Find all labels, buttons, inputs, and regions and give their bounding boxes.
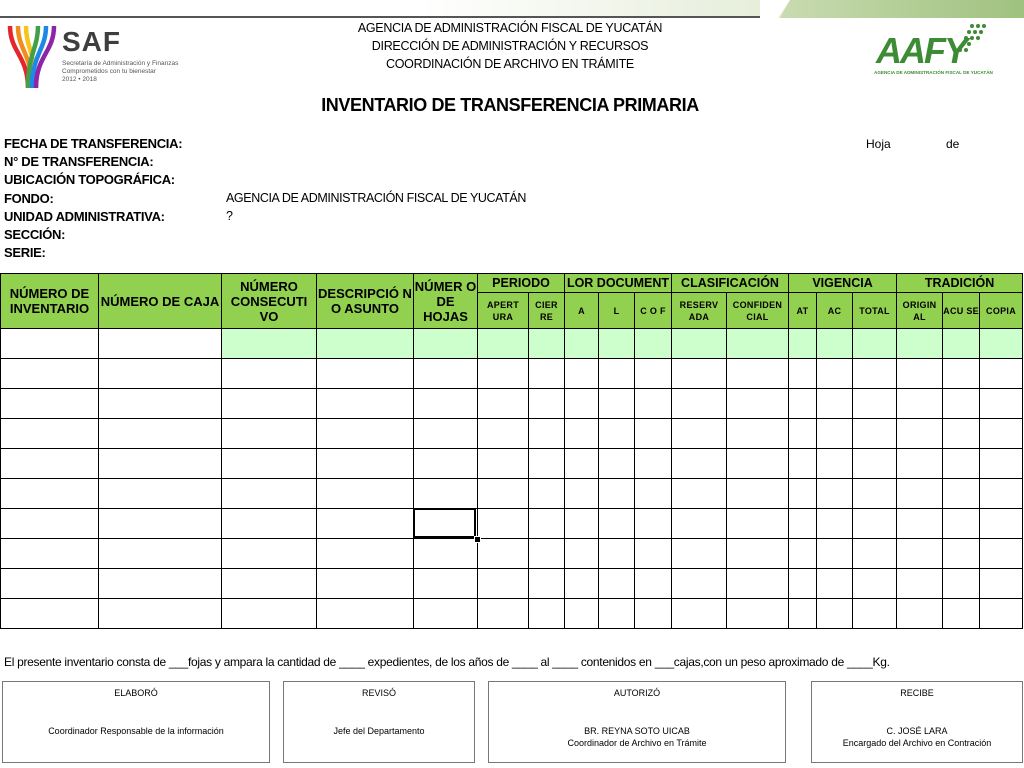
table-row	[1, 449, 1023, 479]
table-cell[interactable]	[897, 359, 943, 389]
table-cell[interactable]	[853, 389, 897, 419]
table-cell[interactable]	[317, 479, 414, 509]
table-row	[1, 329, 1023, 359]
table-cell[interactable]	[565, 389, 599, 419]
table-cell[interactable]	[789, 359, 817, 389]
table-cell[interactable]	[529, 569, 565, 599]
label-seccion: SECCIÓN:	[4, 227, 66, 242]
value-unidad-administrativa: ?	[226, 209, 233, 223]
table-cell[interactable]	[1, 599, 99, 629]
signature-name: BR. REYNA SOTO UICAB	[584, 726, 690, 736]
signature-title: Coordinador de Archivo en Trámite	[567, 738, 707, 748]
table-row	[1, 509, 1023, 539]
table-cell[interactable]	[222, 359, 317, 389]
table-cell[interactable]	[414, 479, 478, 509]
subheader-original: ORIGIN AL	[897, 293, 943, 329]
table-cell[interactable]	[99, 599, 222, 629]
table-cell[interactable]	[599, 569, 635, 599]
subheader-reservada: RESERV ADA	[672, 293, 727, 329]
table-cell[interactable]	[599, 389, 635, 419]
table-cell[interactable]	[672, 329, 727, 359]
table-cell[interactable]	[635, 449, 672, 479]
table-cell[interactable]	[565, 479, 599, 509]
table-cell[interactable]	[99, 479, 222, 509]
table-cell[interactable]	[817, 419, 853, 449]
table-cell[interactable]	[817, 359, 853, 389]
table-cell[interactable]	[980, 359, 1023, 389]
top-rule	[0, 16, 760, 18]
aafy-tagline: AGENCIA DE ADMINISTRACIÓN FISCAL DE YUCATÁN	[874, 70, 993, 75]
header-agency: AGENCIA DE ADMINISTRACIÓN FISCAL DE YUCATÁN	[357, 21, 663, 35]
table-cell[interactable]	[727, 419, 789, 449]
subheader-ac: AC	[817, 293, 853, 329]
table-cell[interactable]	[529, 599, 565, 629]
table-cell[interactable]	[943, 509, 980, 539]
table-cell[interactable]	[853, 329, 897, 359]
table-cell[interactable]	[817, 449, 853, 479]
table-cell[interactable]	[672, 539, 727, 569]
table-cell[interactable]	[414, 599, 478, 629]
table-cell[interactable]	[317, 539, 414, 569]
table-cell[interactable]	[980, 449, 1023, 479]
table-cell[interactable]	[853, 539, 897, 569]
table-cell[interactable]	[414, 569, 478, 599]
table-cell[interactable]	[817, 569, 853, 599]
table-cell[interactable]	[478, 569, 529, 599]
table-cell[interactable]	[414, 389, 478, 419]
table-cell[interactable]	[478, 509, 529, 539]
table-cell[interactable]	[897, 539, 943, 569]
table-cell[interactable]	[943, 329, 980, 359]
table-cell[interactable]	[565, 329, 599, 359]
table-cell[interactable]	[222, 329, 317, 359]
table-cell[interactable]	[672, 599, 727, 629]
header-numero-hojas: NÚMER O DE HOJAS	[414, 274, 478, 329]
table-cell[interactable]	[943, 539, 980, 569]
table-cell[interactable]	[317, 329, 414, 359]
table-cell[interactable]	[943, 359, 980, 389]
table-row	[1, 539, 1023, 569]
table-cell[interactable]	[478, 449, 529, 479]
table-cell[interactable]	[727, 599, 789, 629]
hoja-label: Hoja	[866, 137, 891, 151]
table-cell[interactable]	[1, 419, 99, 449]
selected-cell-outline[interactable]	[413, 508, 476, 538]
table-cell[interactable]	[99, 329, 222, 359]
table-cell[interactable]	[789, 329, 817, 359]
table-cell[interactable]	[672, 359, 727, 389]
table-cell[interactable]	[943, 569, 980, 599]
table-cell[interactable]	[853, 479, 897, 509]
subheader-cof: C O F	[635, 293, 672, 329]
table-cell[interactable]	[672, 479, 727, 509]
table-cell[interactable]	[635, 599, 672, 629]
table-cell[interactable]	[817, 509, 853, 539]
table-cell[interactable]	[635, 419, 672, 449]
table-cell[interactable]	[980, 539, 1023, 569]
table-cell[interactable]	[635, 329, 672, 359]
signature-title: Encargado del Archivo en Contración	[842, 738, 992, 748]
signature-title: Coordinador Responsable de la información	[48, 726, 224, 736]
table-row	[1, 389, 1023, 419]
table-cell[interactable]	[478, 389, 529, 419]
table-cell[interactable]	[317, 419, 414, 449]
table-row	[1, 359, 1023, 389]
subheader-a: A	[565, 293, 599, 329]
table-cell[interactable]	[980, 389, 1023, 419]
subheader-apertura: APERT URA	[478, 293, 529, 329]
table-cell[interactable]	[1, 479, 99, 509]
signature-box-autorizo	[488, 681, 786, 763]
table-cell[interactable]	[565, 599, 599, 629]
header-numero-consecutivo: NÚMERO CONSECUTI VO	[222, 274, 317, 329]
header-numero-inventario: NÚMERO DE INVENTARIO	[1, 274, 99, 329]
table-cell[interactable]	[789, 389, 817, 419]
table-cell[interactable]	[672, 509, 727, 539]
table-cell[interactable]	[943, 389, 980, 419]
table-cell[interactable]	[727, 329, 789, 359]
header-group-clasificacion: CLASIFICACIÓN	[672, 274, 789, 293]
table-cell[interactable]	[599, 509, 635, 539]
subheader-confidencial: CONFIDEN CIAL	[727, 293, 789, 329]
table-cell[interactable]	[635, 389, 672, 419]
table-cell[interactable]	[599, 539, 635, 569]
table-cell[interactable]	[529, 359, 565, 389]
table-cell[interactable]	[817, 479, 853, 509]
fill-handle[interactable]	[474, 536, 481, 543]
table-cell[interactable]	[99, 389, 222, 419]
table-cell[interactable]	[943, 599, 980, 629]
table-cell[interactable]	[565, 359, 599, 389]
table-cell[interactable]	[565, 419, 599, 449]
table-cell[interactable]	[529, 449, 565, 479]
saf-logo	[6, 22, 206, 94]
table-cell[interactable]	[99, 539, 222, 569]
table-cell[interactable]	[317, 449, 414, 479]
table-cell[interactable]	[897, 389, 943, 419]
table-cell[interactable]	[599, 359, 635, 389]
table-cell[interactable]	[478, 419, 529, 449]
table-cell[interactable]	[1, 329, 99, 359]
table-cell[interactable]	[897, 569, 943, 599]
table-cell[interactable]	[943, 479, 980, 509]
table-cell[interactable]	[529, 539, 565, 569]
table-cell[interactable]	[222, 599, 317, 629]
header-group-valor-documental: LOR DOCUMENT	[565, 274, 672, 293]
table-cell[interactable]	[789, 449, 817, 479]
header-direction: DIRECCIÓN DE ADMINISTRACIÓN Y RECURSOS	[371, 39, 649, 53]
header-group-periodo: PERIODO	[478, 274, 565, 293]
header-coordination: COORDINACIÓN DE ARCHIVO EN TRÁMITE	[386, 57, 634, 71]
label-serie: SERIE:	[4, 245, 46, 260]
signature-role: RECIBE	[900, 688, 934, 698]
table-cell[interactable]	[789, 419, 817, 449]
table-cell[interactable]	[99, 359, 222, 389]
table-cell[interactable]	[943, 419, 980, 449]
table-cell[interactable]	[599, 329, 635, 359]
table-cell[interactable]	[897, 419, 943, 449]
table-cell[interactable]	[99, 449, 222, 479]
table-row	[1, 569, 1023, 599]
table-cell[interactable]	[817, 599, 853, 629]
table-cell[interactable]	[478, 479, 529, 509]
label-numero-transferencia: N° DE TRANSFERENCIA:	[4, 154, 154, 169]
table-cell[interactable]	[478, 329, 529, 359]
table-cell[interactable]	[853, 419, 897, 449]
table-row	[1, 599, 1023, 629]
table-cell[interactable]	[1, 569, 99, 599]
signature-title: Jefe del Departamento	[333, 726, 425, 736]
page-title: INVENTARIO DE TRANSFERENCIA PRIMARIA	[321, 95, 699, 115]
table-cell[interactable]	[222, 479, 317, 509]
saf-tagline: Secretaría de Administración y Finanzas Comprometidos con tu bienestar 2012 • 2018	[62, 60, 179, 83]
aafy-wordmark: AAFY	[876, 30, 966, 71]
subheader-at: AT	[789, 293, 817, 329]
label-fecha-transferencia: FECHA DE TRANSFERENCIA:	[4, 136, 183, 151]
table-cell[interactable]	[727, 539, 789, 569]
table-cell[interactable]	[817, 329, 853, 359]
header-descripcion: DESCRIPCIÓ N O ASUNTO	[317, 274, 414, 329]
table-cell[interactable]	[317, 599, 414, 629]
table-cell[interactable]	[99, 419, 222, 449]
table-cell[interactable]	[1, 389, 99, 419]
value-fondo: AGENCIA DE ADMINISTRACIÓN FISCAL DE YUCATÁN	[226, 191, 526, 205]
table-cell[interactable]	[99, 509, 222, 539]
table-cell[interactable]	[1, 539, 99, 569]
label-fondo: FONDO:	[4, 191, 54, 206]
table-cell[interactable]	[529, 509, 565, 539]
table-cell[interactable]	[853, 569, 897, 599]
table-cell[interactable]	[478, 359, 529, 389]
table-cell[interactable]	[817, 539, 853, 569]
table-cell[interactable]	[789, 599, 817, 629]
table-cell[interactable]	[317, 569, 414, 599]
label-unidad-administrativa: UNIDAD ADMINISTRATIVA:	[4, 209, 165, 224]
table-cell[interactable]	[727, 389, 789, 419]
table-cell[interactable]	[317, 359, 414, 389]
table-cell[interactable]	[317, 389, 414, 419]
de-label: de	[946, 137, 960, 151]
table-cell[interactable]	[317, 509, 414, 539]
table-cell[interactable]	[672, 419, 727, 449]
table-cell[interactable]	[727, 569, 789, 599]
table-cell[interactable]	[897, 449, 943, 479]
subheader-l: L	[599, 293, 635, 329]
table-cell[interactable]	[565, 449, 599, 479]
table-cell[interactable]	[789, 539, 817, 569]
table-cell[interactable]	[727, 449, 789, 479]
table-cell[interactable]	[853, 359, 897, 389]
table-cell[interactable]	[529, 329, 565, 359]
header-group-tradicion: TRADICIÓN	[897, 274, 1023, 293]
subheader-acuse: ACU SE	[943, 293, 980, 329]
table-cell[interactable]	[817, 389, 853, 419]
table-cell[interactable]	[478, 599, 529, 629]
signature-role: AUTORIZÓ	[613, 688, 661, 698]
table-cell[interactable]	[565, 569, 599, 599]
table-cell[interactable]	[222, 389, 317, 419]
table-cell[interactable]	[529, 419, 565, 449]
subheader-copia: COPIA	[980, 293, 1023, 329]
inventory-table-body	[1, 329, 1023, 629]
signature-box-elaboro	[2, 681, 270, 763]
table-cell[interactable]	[672, 449, 727, 479]
signature-name: C. JOSÉ LARA	[886, 726, 948, 736]
inventory-summary: El presente inventario consta de ___fojas y ampara la cantidad de ____ expedientes, de los años de ____ al ____ contenidos en ___cajas,con un peso aproximado de ____Kg.	[4, 655, 890, 669]
table-cell[interactable]	[980, 599, 1023, 629]
table-cell[interactable]	[853, 599, 897, 629]
table-cell[interactable]	[414, 539, 478, 569]
table-cell[interactable]	[897, 509, 943, 539]
table-cell[interactable]	[222, 539, 317, 569]
table-cell[interactable]	[222, 419, 317, 449]
top-green-band	[780, 0, 1024, 18]
table-cell[interactable]	[672, 389, 727, 419]
table-cell[interactable]	[599, 479, 635, 509]
table-cell[interactable]	[635, 359, 672, 389]
table-cell[interactable]	[222, 509, 317, 539]
table-cell[interactable]	[789, 479, 817, 509]
subheader-total: TOTAL	[853, 293, 897, 329]
table-cell[interactable]	[529, 389, 565, 419]
saf-wordmark: SAF	[62, 26, 121, 57]
header-group-vigencia: VIGENCIA	[789, 274, 897, 293]
table-cell[interactable]	[980, 419, 1023, 449]
signature-box-reviso	[283, 681, 475, 763]
aafy-logo	[872, 22, 993, 80]
table-row	[1, 479, 1023, 509]
table-cell[interactable]	[529, 479, 565, 509]
table-cell[interactable]	[414, 359, 478, 389]
table-cell[interactable]	[980, 329, 1023, 359]
table-cell[interactable]	[727, 509, 789, 539]
table-cell[interactable]	[943, 449, 980, 479]
table-cell[interactable]	[414, 329, 478, 359]
table-cell[interactable]	[897, 329, 943, 359]
label-ubicacion-topografica: UBICACIÓN TOPOGRÁFICA:	[4, 172, 175, 187]
table-cell[interactable]	[222, 449, 317, 479]
table-cell[interactable]	[635, 509, 672, 539]
signature-role: ELABORÓ	[114, 688, 158, 698]
signature-role: REVISÓ	[361, 688, 396, 698]
table-cell[interactable]	[980, 569, 1023, 599]
table-cell[interactable]	[789, 569, 817, 599]
table-cell[interactable]	[1, 359, 99, 389]
table-cell[interactable]	[1, 509, 99, 539]
table-cell[interactable]	[99, 569, 222, 599]
table-cell[interactable]	[980, 509, 1023, 539]
table-cell[interactable]	[897, 599, 943, 629]
saf-emblem-icon	[6, 22, 58, 92]
signature-box-recibe	[811, 681, 1023, 763]
table-row	[1, 419, 1023, 449]
table-cell[interactable]	[635, 569, 672, 599]
table-cell[interactable]	[635, 539, 672, 569]
table-cell[interactable]	[414, 419, 478, 449]
subheader-cierre: CIER RE	[529, 293, 565, 329]
table-cell[interactable]	[599, 419, 635, 449]
table-cell[interactable]	[980, 479, 1023, 509]
inventory-table	[0, 273, 1023, 629]
table-cell[interactable]	[727, 359, 789, 389]
table-cell[interactable]	[1, 449, 99, 479]
header-numero-caja: NÚMERO DE CAJA	[99, 274, 222, 329]
table-cell[interactable]	[599, 599, 635, 629]
table-cell[interactable]	[897, 479, 943, 509]
table-cell[interactable]	[222, 569, 317, 599]
table-cell[interactable]	[853, 509, 897, 539]
table-cell[interactable]	[599, 449, 635, 479]
table-cell[interactable]	[789, 509, 817, 539]
table-cell[interactable]	[727, 479, 789, 509]
table-cell[interactable]	[635, 479, 672, 509]
table-cell[interactable]	[672, 569, 727, 599]
table-cell[interactable]	[414, 449, 478, 479]
table-cell[interactable]	[853, 449, 897, 479]
table-cell[interactable]	[565, 539, 599, 569]
table-cell[interactable]	[478, 539, 529, 569]
table-cell[interactable]	[565, 509, 599, 539]
